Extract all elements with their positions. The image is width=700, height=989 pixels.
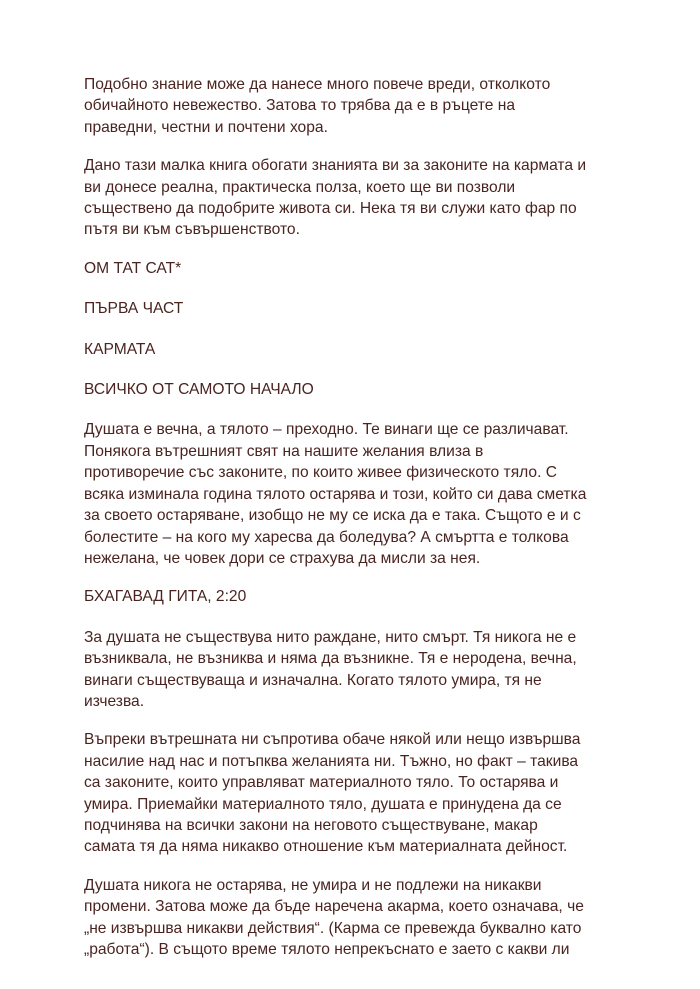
quote-source-heading: БХАГАВАД ГИТА, 2:20 (84, 588, 247, 606)
paragraph-akarma: Душата никога не остарява, не умира и не подлежи на никакви промени. Затова може да бъде наречена акарма, което означава, че „не извършва никакви действия“. (Карма се превежда буквално като „работа“). В същото време тялото непрекъснато е заето с какви ли (84, 876, 584, 958)
section-heading: ВСИЧКО ОТ САМОТО НАЧАЛО (84, 381, 314, 399)
paragraph-gita-quote: За душата не съществува нито раждане, нито смърт. Тя никога не е възниквала, не възниква и няма да възникне. Тя е неродена, вечна, винаги съществуваща и изначална. Когато тялото умира, тя не изчезва. (84, 628, 577, 710)
page-body (84, 74, 624, 977)
paragraph-book-wish: Дано тази малка книга обогати знанията ви за законите на кармата и ви донесе реална, практическа полза, което ще ви позволи съществено да подобрите живота си. Нека тя ви служи като фар по пътя ви към съвършенството. (84, 157, 587, 239)
chapter-heading: КАРМАТА (84, 340, 156, 358)
mantra-line: ОМ ТАТ САТ* (84, 259, 182, 277)
paragraph-soul-eternal: Душата е вечна, а тялото – преходно. Те винаги ще се различават. Понякога вътрешният свят на нашите желания влиза в противоречие със законите, по които живее физическото тяло. С всяка изминала година тялото остарява и този, който си дава сметка за своето остаряване, изобщо не му се иска да е така. Същото е и с болестите – на кого му харесва да боледува? А смъртта е толкова нежелана, че човек дори се страхува да мисли за нея. (84, 421, 587, 567)
part-heading: ПЪРВА ЧАСТ (84, 300, 184, 318)
paragraph-inner-resistance: Въпреки вътрешната ни съпротива обаче някой или нещо извършва насилие над нас и потъпква желанията ни. Тъжно, но факт – такива са законите, които управляват материалното тяло. То остарява и умира. Приемайки материалното тяло, душата е принудена да се подчинява на всички закони на неговото съществуване, макар самата тя да няма никакво отношение към материалната дейност. (84, 731, 581, 856)
paragraph-knowledge-warning: Подобно знание може да нанесе много повече вреди, отколкото обичайното невежество. Затова то трябва да е в ръцете на праведни, честни и почтени хора. (84, 76, 551, 136)
